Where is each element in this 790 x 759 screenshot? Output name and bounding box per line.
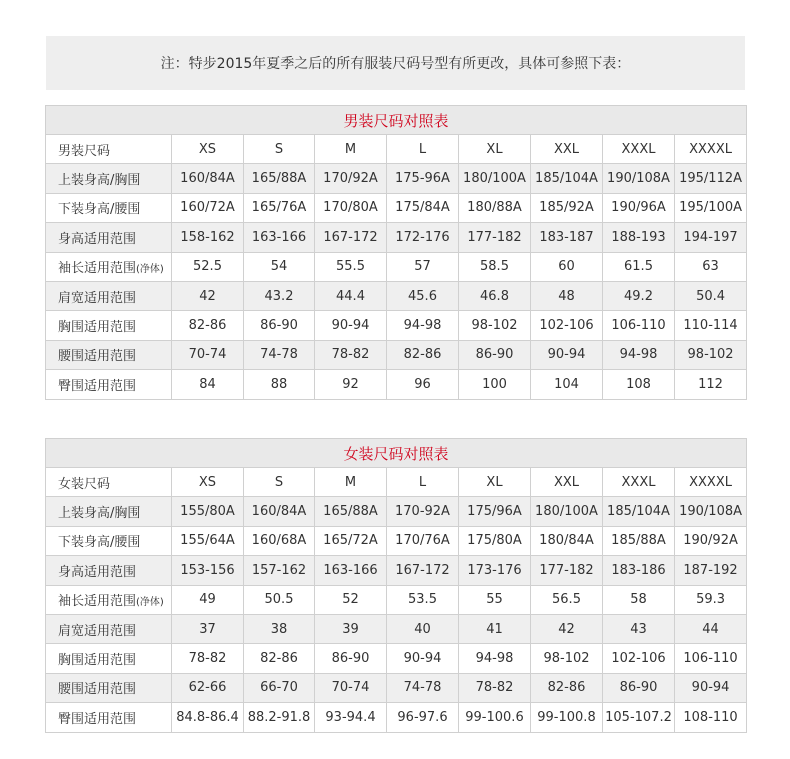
table-cell: 46.8 [459, 281, 531, 310]
table-cell: 106-110 [675, 644, 747, 673]
table-cell: 155/64A [172, 526, 244, 555]
table-row [46, 644, 747, 673]
table-cell: 90-94 [531, 340, 603, 369]
table-cell: 70-74 [172, 340, 244, 369]
table-cell: 66-70 [244, 673, 315, 702]
table-cell: 183-186 [603, 556, 675, 585]
table-cell: 59.3 [675, 585, 747, 614]
table-cell: 185/104A [531, 164, 603, 193]
table-cell: 43 [603, 614, 675, 643]
table-cell: 175/96A [459, 497, 531, 526]
table-cell: 56.5 [531, 585, 603, 614]
table-cell: 187-192 [675, 556, 747, 585]
table-cell: 175/84A [387, 193, 459, 222]
row-label [46, 556, 172, 585]
women-table-title: 女装尺码对照表 [46, 439, 747, 468]
table-cell: 52.5 [172, 252, 244, 281]
row-label [46, 526, 172, 555]
row-label-text: 腰围适用范围 [58, 682, 137, 698]
table-cell: 98-102 [459, 311, 531, 340]
table-cell: 163-166 [315, 556, 387, 585]
row-label-text: 身高适用范围 [58, 564, 137, 580]
table-cell: 41 [459, 614, 531, 643]
table-cell: 82-86 [387, 340, 459, 369]
table-cell: 50.5 [244, 585, 315, 614]
table-cell: 49 [172, 585, 244, 614]
table-cell: 57 [387, 252, 459, 281]
table-cell: 84.8-86.4 [172, 703, 244, 732]
table-cell: 112 [675, 370, 747, 399]
row-label [46, 252, 172, 281]
table-cell: 42 [531, 614, 603, 643]
row-label-text: 腰围适用范围 [58, 349, 137, 365]
table-cell: 185/92A [531, 193, 603, 222]
table-cell: 49.2 [603, 281, 675, 310]
table-cell: 99-100.8 [531, 703, 603, 732]
size-header-row [46, 468, 747, 497]
table-cell: 58.5 [459, 252, 531, 281]
table-cell: 96 [387, 370, 459, 399]
table-cell: 165/88A [315, 497, 387, 526]
table-cell: 86-90 [244, 311, 315, 340]
row-label [46, 311, 172, 340]
row-label [46, 703, 172, 732]
table-cell: 78-82 [459, 673, 531, 702]
row-label-text: 臀围适用范围 [58, 711, 137, 727]
row-label [46, 340, 172, 369]
table-row [46, 556, 747, 585]
table-cell: 194-197 [675, 223, 747, 252]
table-cell: 38 [244, 614, 315, 643]
size-header-label: 男装尺码 [46, 135, 172, 164]
table-cell: 90-94 [675, 673, 747, 702]
size-header-cell: L [387, 135, 459, 164]
table-cell: 52 [315, 585, 387, 614]
size-header-cell: L [387, 468, 459, 497]
table-cell: 170/80A [315, 193, 387, 222]
row-label [46, 673, 172, 702]
row-label [46, 370, 172, 399]
row-label-text: 袖长适用范围 [58, 261, 137, 277]
size-header-cell: XXXXL [675, 468, 747, 497]
table-cell: 93-94.4 [315, 703, 387, 732]
table-cell: 44 [675, 614, 747, 643]
table-row [46, 252, 747, 281]
table-cell: 37 [172, 614, 244, 643]
size-header-cell: S [244, 135, 315, 164]
table-cell: 190/92A [675, 526, 747, 555]
table-cell: 48 [531, 281, 603, 310]
row-label-text: 肩宽适用范围 [58, 623, 137, 639]
table-cell: 160/68A [244, 526, 315, 555]
size-header-cell: XXXXL [675, 135, 747, 164]
table-cell: 160/84A [172, 164, 244, 193]
men-table-title: 男装尺码对照表 [46, 106, 747, 135]
row-label [46, 585, 172, 614]
row-label-text: 臀围适用范围 [58, 378, 137, 394]
row-label-text: 肩宽适用范围 [58, 290, 137, 306]
table-cell: 61.5 [603, 252, 675, 281]
table-cell: 42 [172, 281, 244, 310]
size-header-label: 女装尺码 [46, 468, 172, 497]
table-cell: 96-97.6 [387, 703, 459, 732]
table-cell: 63 [675, 252, 747, 281]
table-cell: 102-106 [603, 644, 675, 673]
size-header-row [46, 135, 747, 164]
notice-text: 注：特步2015年夏季之后的所有服装尺码号型有所更改，具体可参照下表： [160, 56, 631, 72]
table-cell: 173-176 [459, 556, 531, 585]
table-cell: 170/92A [315, 164, 387, 193]
table-row [46, 703, 747, 732]
size-header-cell: XS [172, 468, 244, 497]
row-label [46, 164, 172, 193]
men-size-table [45, 105, 747, 400]
table-cell: 88 [244, 370, 315, 399]
table-cell: 82-86 [531, 673, 603, 702]
table-cell: 78-82 [172, 644, 244, 673]
table-cell: 86-90 [459, 340, 531, 369]
table-cell: 170-92A [387, 497, 459, 526]
row-label-text: 身高适用范围 [58, 231, 137, 247]
table-cell: 106-110 [603, 311, 675, 340]
table-cell: 70-74 [315, 673, 387, 702]
row-label [46, 497, 172, 526]
size-header-cell: XXL [531, 468, 603, 497]
table-cell: 45.6 [387, 281, 459, 310]
table-row [46, 673, 747, 702]
table-cell: 175-96A [387, 164, 459, 193]
table-cell: 183-187 [531, 223, 603, 252]
table-cell: 86-90 [603, 673, 675, 702]
table-cell: 54 [244, 252, 315, 281]
row-label [46, 223, 172, 252]
size-header-cell: M [315, 135, 387, 164]
table-cell: 74-78 [244, 340, 315, 369]
table-row [46, 370, 747, 399]
row-label-text: 胸围适用范围 [58, 653, 137, 669]
row-label-text: 上装身高/胸围 [58, 506, 141, 522]
table-cell: 55 [459, 585, 531, 614]
table-cell: 190/108A [675, 497, 747, 526]
row-label-suffix: (净体) [136, 264, 164, 276]
row-label [46, 614, 172, 643]
table-cell: 43.2 [244, 281, 315, 310]
table-cell: 163-166 [244, 223, 315, 252]
size-header-cell: XL [459, 468, 531, 497]
table-cell: 84 [172, 370, 244, 399]
table-cell: 55.5 [315, 252, 387, 281]
table-row [46, 526, 747, 555]
table-cell: 165/76A [244, 193, 315, 222]
table-cell: 74-78 [387, 673, 459, 702]
table-cell: 177-182 [531, 556, 603, 585]
table-cell: 44.4 [315, 281, 387, 310]
table-cell: 86-90 [315, 644, 387, 673]
table-cell: 90-94 [315, 311, 387, 340]
table-cell: 50.4 [675, 281, 747, 310]
table-cell: 190/96A [603, 193, 675, 222]
table-cell: 177-182 [459, 223, 531, 252]
table-cell: 160/84A [244, 497, 315, 526]
table-cell: 82-86 [244, 644, 315, 673]
table-cell: 185/88A [603, 526, 675, 555]
table-cell: 180/88A [459, 193, 531, 222]
table-cell: 165/72A [315, 526, 387, 555]
table-cell: 158-162 [172, 223, 244, 252]
table-cell: 62-66 [172, 673, 244, 702]
table-cell: 108 [603, 370, 675, 399]
table-cell: 102-106 [531, 311, 603, 340]
table-row [46, 585, 747, 614]
row-label [46, 193, 172, 222]
table-cell: 170/76A [387, 526, 459, 555]
table-cell: 104 [531, 370, 603, 399]
row-label-text: 下装身高/腰围 [58, 535, 141, 551]
size-header-cell: XS [172, 135, 244, 164]
table-cell: 88.2-91.8 [244, 703, 315, 732]
row-label-text: 上装身高/胸围 [58, 173, 141, 189]
table-cell: 180/100A [531, 497, 603, 526]
table-cell: 98-102 [531, 644, 603, 673]
table-cell: 195/112A [675, 164, 747, 193]
table-cell: 90-94 [387, 644, 459, 673]
size-header-cell: XXXL [603, 135, 675, 164]
table-cell: 172-176 [387, 223, 459, 252]
table-cell: 99-100.6 [459, 703, 531, 732]
table-cell: 53.5 [387, 585, 459, 614]
table-cell: 157-162 [244, 556, 315, 585]
table-cell: 94-98 [387, 311, 459, 340]
size-header-cell: XXXL [603, 468, 675, 497]
table-cell: 165/88A [244, 164, 315, 193]
table-cell: 188-193 [603, 223, 675, 252]
size-header-cell: M [315, 468, 387, 497]
table-cell: 108-110 [675, 703, 747, 732]
table-row [46, 223, 747, 252]
notice-banner [46, 36, 745, 90]
table-row [46, 281, 747, 310]
table-cell: 60 [531, 252, 603, 281]
table-row [46, 497, 747, 526]
table-cell: 92 [315, 370, 387, 399]
table-cell: 185/104A [603, 497, 675, 526]
table-cell: 167-172 [387, 556, 459, 585]
table-cell: 78-82 [315, 340, 387, 369]
table-cell: 180/100A [459, 164, 531, 193]
row-label-text: 袖长适用范围 [58, 594, 137, 610]
table-row [46, 614, 747, 643]
table-cell: 94-98 [603, 340, 675, 369]
table-cell: 153-156 [172, 556, 244, 585]
table-cell: 110-114 [675, 311, 747, 340]
table-cell: 160/72A [172, 193, 244, 222]
table-cell: 180/84A [531, 526, 603, 555]
table-cell: 98-102 [675, 340, 747, 369]
table-cell: 58 [603, 585, 675, 614]
table-row [46, 340, 747, 369]
table-row [46, 193, 747, 222]
row-label [46, 281, 172, 310]
size-header-cell: XXL [531, 135, 603, 164]
table-row [46, 311, 747, 340]
row-label-suffix: (净体) [136, 597, 164, 609]
table-row [46, 164, 747, 193]
size-header-cell: S [244, 468, 315, 497]
table-cell: 155/80A [172, 497, 244, 526]
table-cell: 39 [315, 614, 387, 643]
size-header-cell: XL [459, 135, 531, 164]
table-cell: 167-172 [315, 223, 387, 252]
table-cell: 190/108A [603, 164, 675, 193]
table-cell: 105-107.2 [603, 703, 675, 732]
table-cell: 100 [459, 370, 531, 399]
row-label-text: 下装身高/腰围 [58, 202, 141, 218]
table-cell: 94-98 [459, 644, 531, 673]
table-cell: 195/100A [675, 193, 747, 222]
table-cell: 82-86 [172, 311, 244, 340]
row-label-text: 胸围适用范围 [58, 320, 137, 336]
table-cell: 40 [387, 614, 459, 643]
row-label [46, 644, 172, 673]
table-cell: 175/80A [459, 526, 531, 555]
women-size-table [45, 438, 747, 733]
